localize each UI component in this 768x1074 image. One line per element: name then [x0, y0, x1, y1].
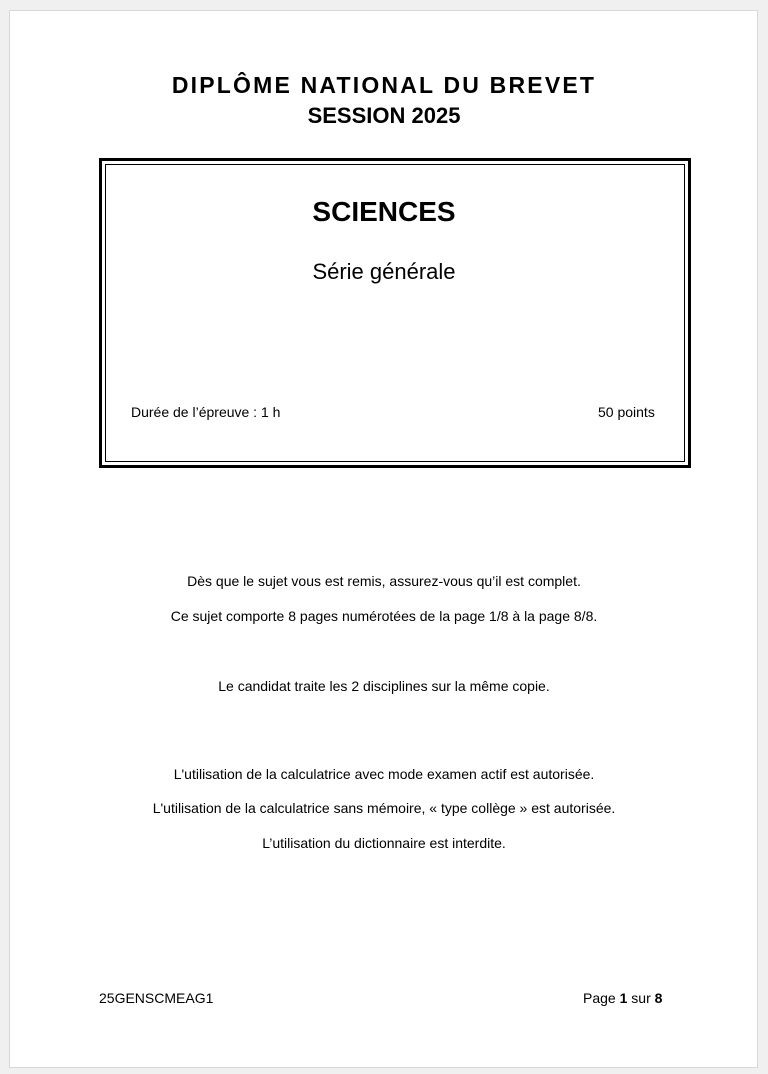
exam-session: SESSION 2025 — [307, 103, 461, 128]
page-total: 8 — [654, 990, 663, 1006]
document-code: 25GENSCMEAG1 — [99, 990, 214, 1006]
page-number — [583, 990, 662, 1006]
series-label: Série générale — [312, 259, 456, 284]
instruction-line: Dès que le sujet vous est remis, assurez-vous qu’il est complet. — [187, 573, 581, 589]
instruction-line: L’utilisation du dictionnaire est interdite. — [262, 835, 506, 851]
subject-title: SCIENCES — [312, 196, 456, 227]
instruction-line: L'utilisation de la calculatrice sans mémoire, « type collège » est autorisée. — [152, 800, 616, 816]
instruction-line: L'utilisation de la calculatrice avec mode examen actif est autorisée. — [173, 766, 595, 782]
instruction-line: Ce sujet comporte 8 pages numérotées de la page 1/8 à la page 8/8. — [170, 608, 598, 624]
instruction-line: Le candidat traite les 2 disciplines sur la même copie. — [218, 678, 550, 694]
page-current: 1 — [619, 990, 628, 1006]
points-label: 50 points — [598, 404, 655, 420]
exam-title: DIPLÔME NATIONAL DU BREVET — [171, 72, 597, 98]
page-sep: sur — [631, 990, 651, 1006]
duration-label: Durée de l’épreuve : 1 h — [131, 404, 281, 420]
page-word: Page — [583, 990, 616, 1006]
